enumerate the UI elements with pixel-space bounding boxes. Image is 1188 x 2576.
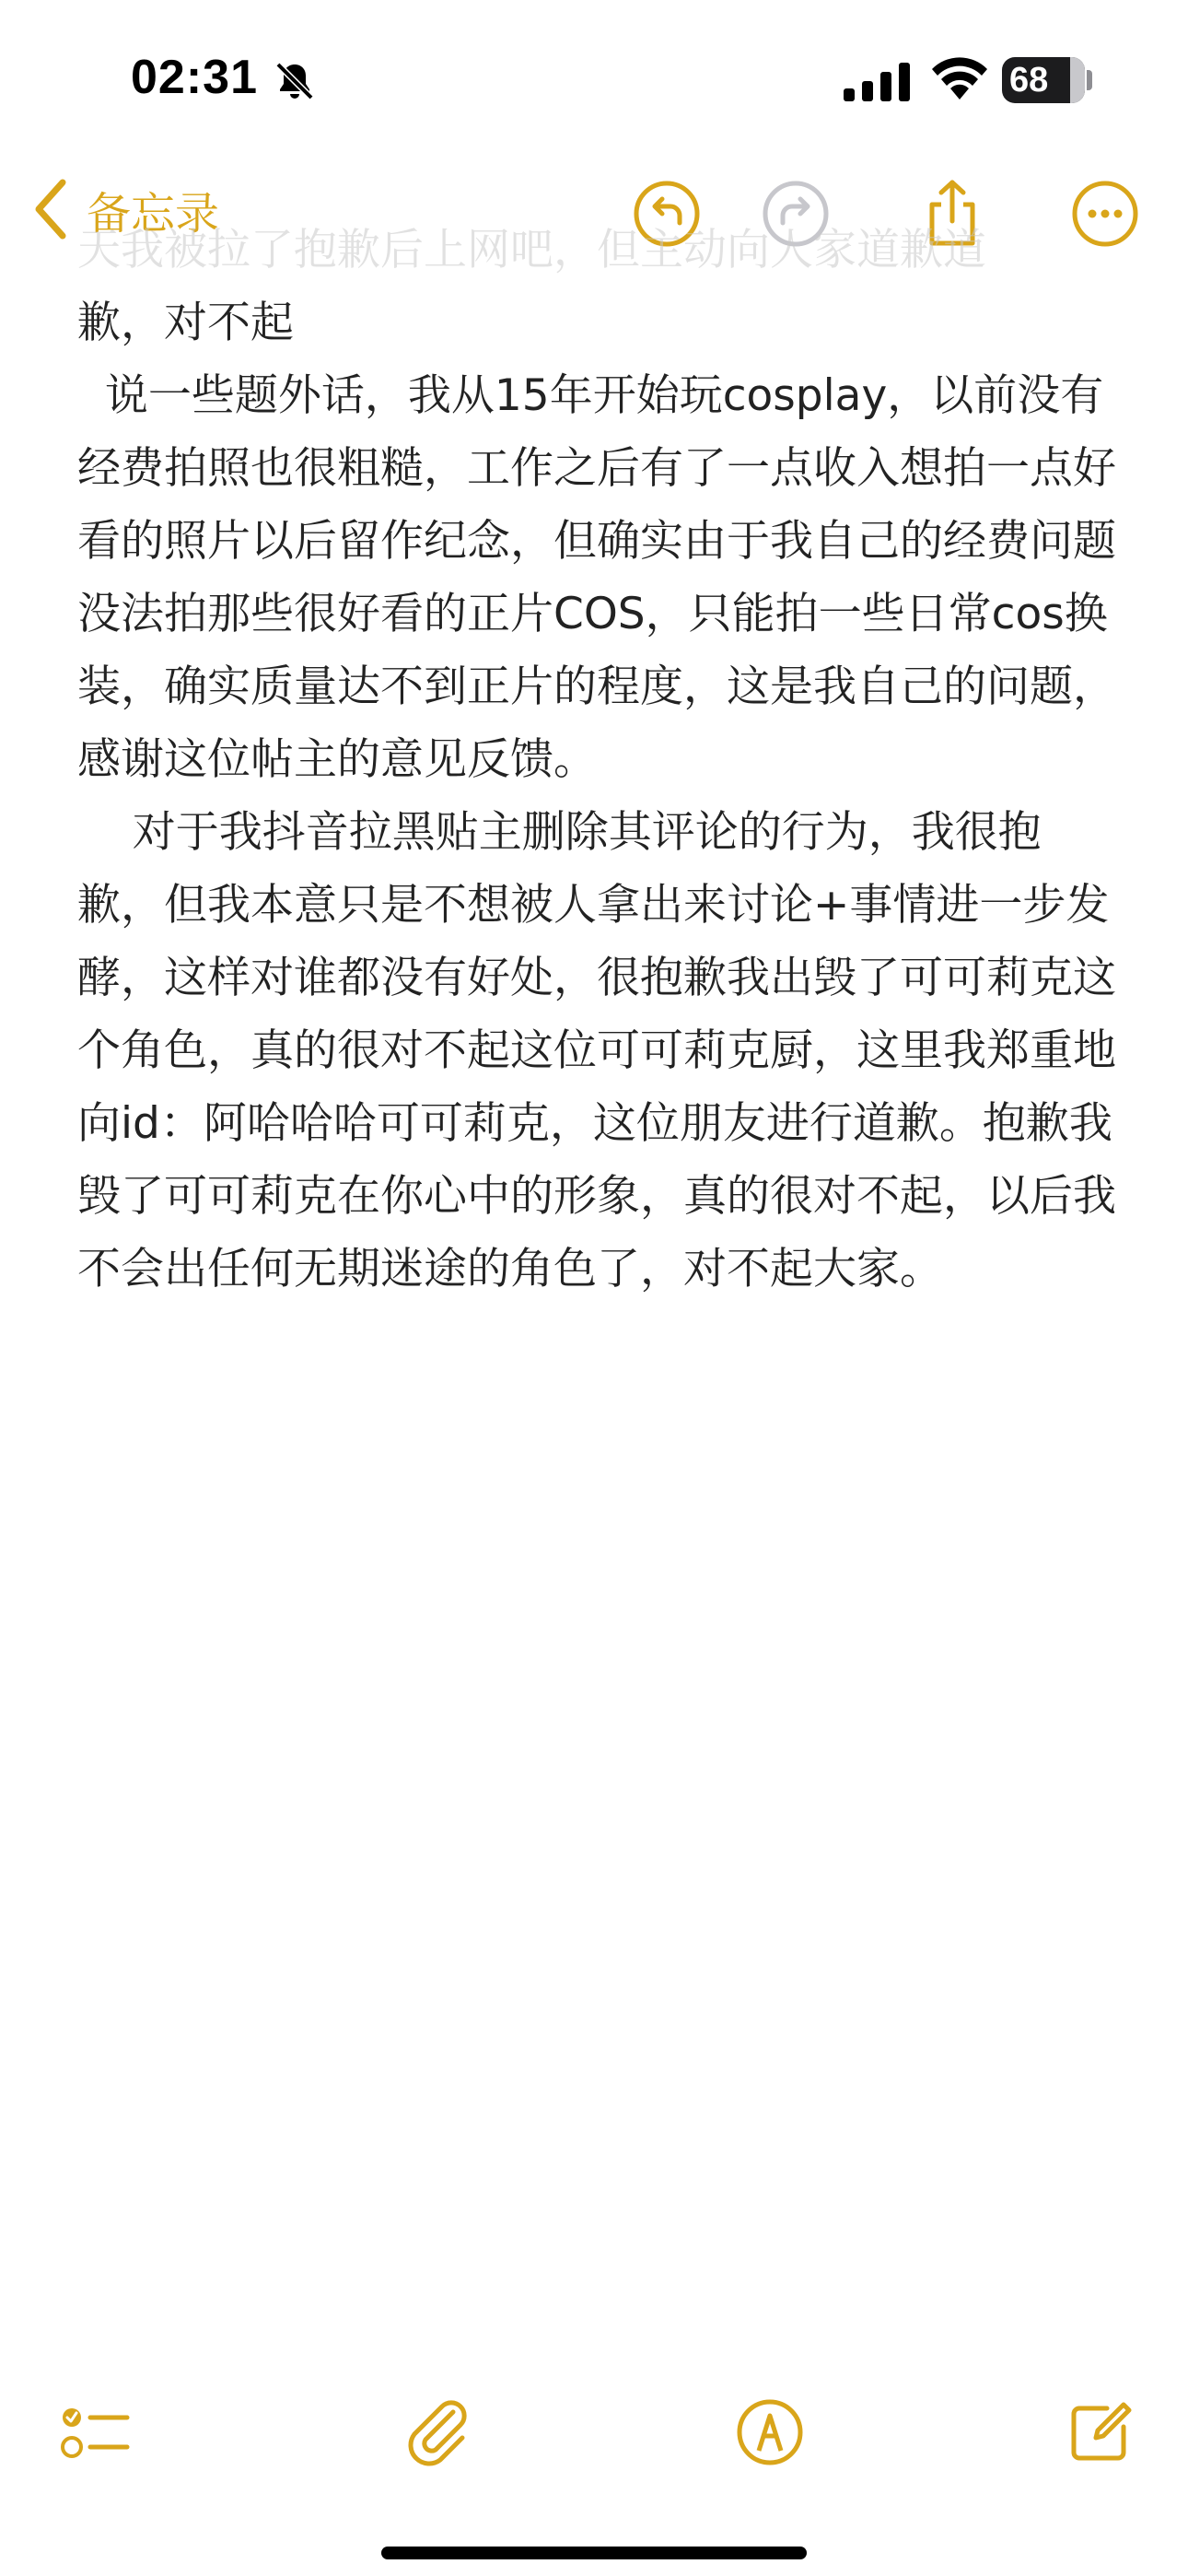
note-paragraph: 对于我抖音拉黑贴主删除其评论的行为，我很抱歉，但我本意只是不想被人拿出来讨论+事情进一步发酵，这样对谁都没有好处，很抱歉我出毁了可可莉克这个角色，真的很对不起这位可可莉克厨，这里我郑重地向id：阿哈哈哈可可莉克，这位朋友进行道歉。抱歉我毁了可可莉克在你心中的形象，真的很对不起，以后我不会出任何无期迷途的角色了，对不起大家。 <box>77 807 1116 1294</box>
cellular-signal-icon <box>844 61 910 101</box>
status-time: 02:31 <box>131 51 258 104</box>
bottom-toolbar <box>0 2377 1188 2488</box>
back-label: 备忘录 <box>87 187 220 240</box>
checklist-icon[interactable] <box>59 2395 133 2469</box>
markup-pen-icon[interactable] <box>733 2395 807 2469</box>
status-bar <box>0 0 1188 157</box>
note-paragraph: 说一些题外话，我从15年开始玩cosplay，以前没有经费拍照也很粗糙，工作之后有了一点收入想拍一点好看的照片以后留作纪念，但确实由于我自己的经费问题没法拍那些很好看的正片COS，只能拍一些日常cos换装，确实质量达不到正片的程度，这是我自己的问题，感谢这位帖主的意见反馈。 <box>77 370 1116 785</box>
battery-tip <box>1087 70 1092 90</box>
wifi-icon <box>930 57 989 101</box>
paperclip-icon[interactable] <box>402 2395 475 2469</box>
battery-percent: 68 <box>1009 60 1049 100</box>
bell-slash-icon <box>273 59 317 103</box>
home-indicator[interactable] <box>381 2547 807 2559</box>
note-faded-line: 天我被拉了抱歉后上网吧，但主动向人家道歉道 <box>77 225 986 275</box>
battery-icon <box>1002 57 1085 103</box>
note-body[interactable] <box>77 214 1118 1306</box>
compose-icon[interactable] <box>1063 2395 1136 2469</box>
chevron-left-icon <box>33 177 70 241</box>
note-paragraph: 歉，对不起 <box>77 298 294 348</box>
